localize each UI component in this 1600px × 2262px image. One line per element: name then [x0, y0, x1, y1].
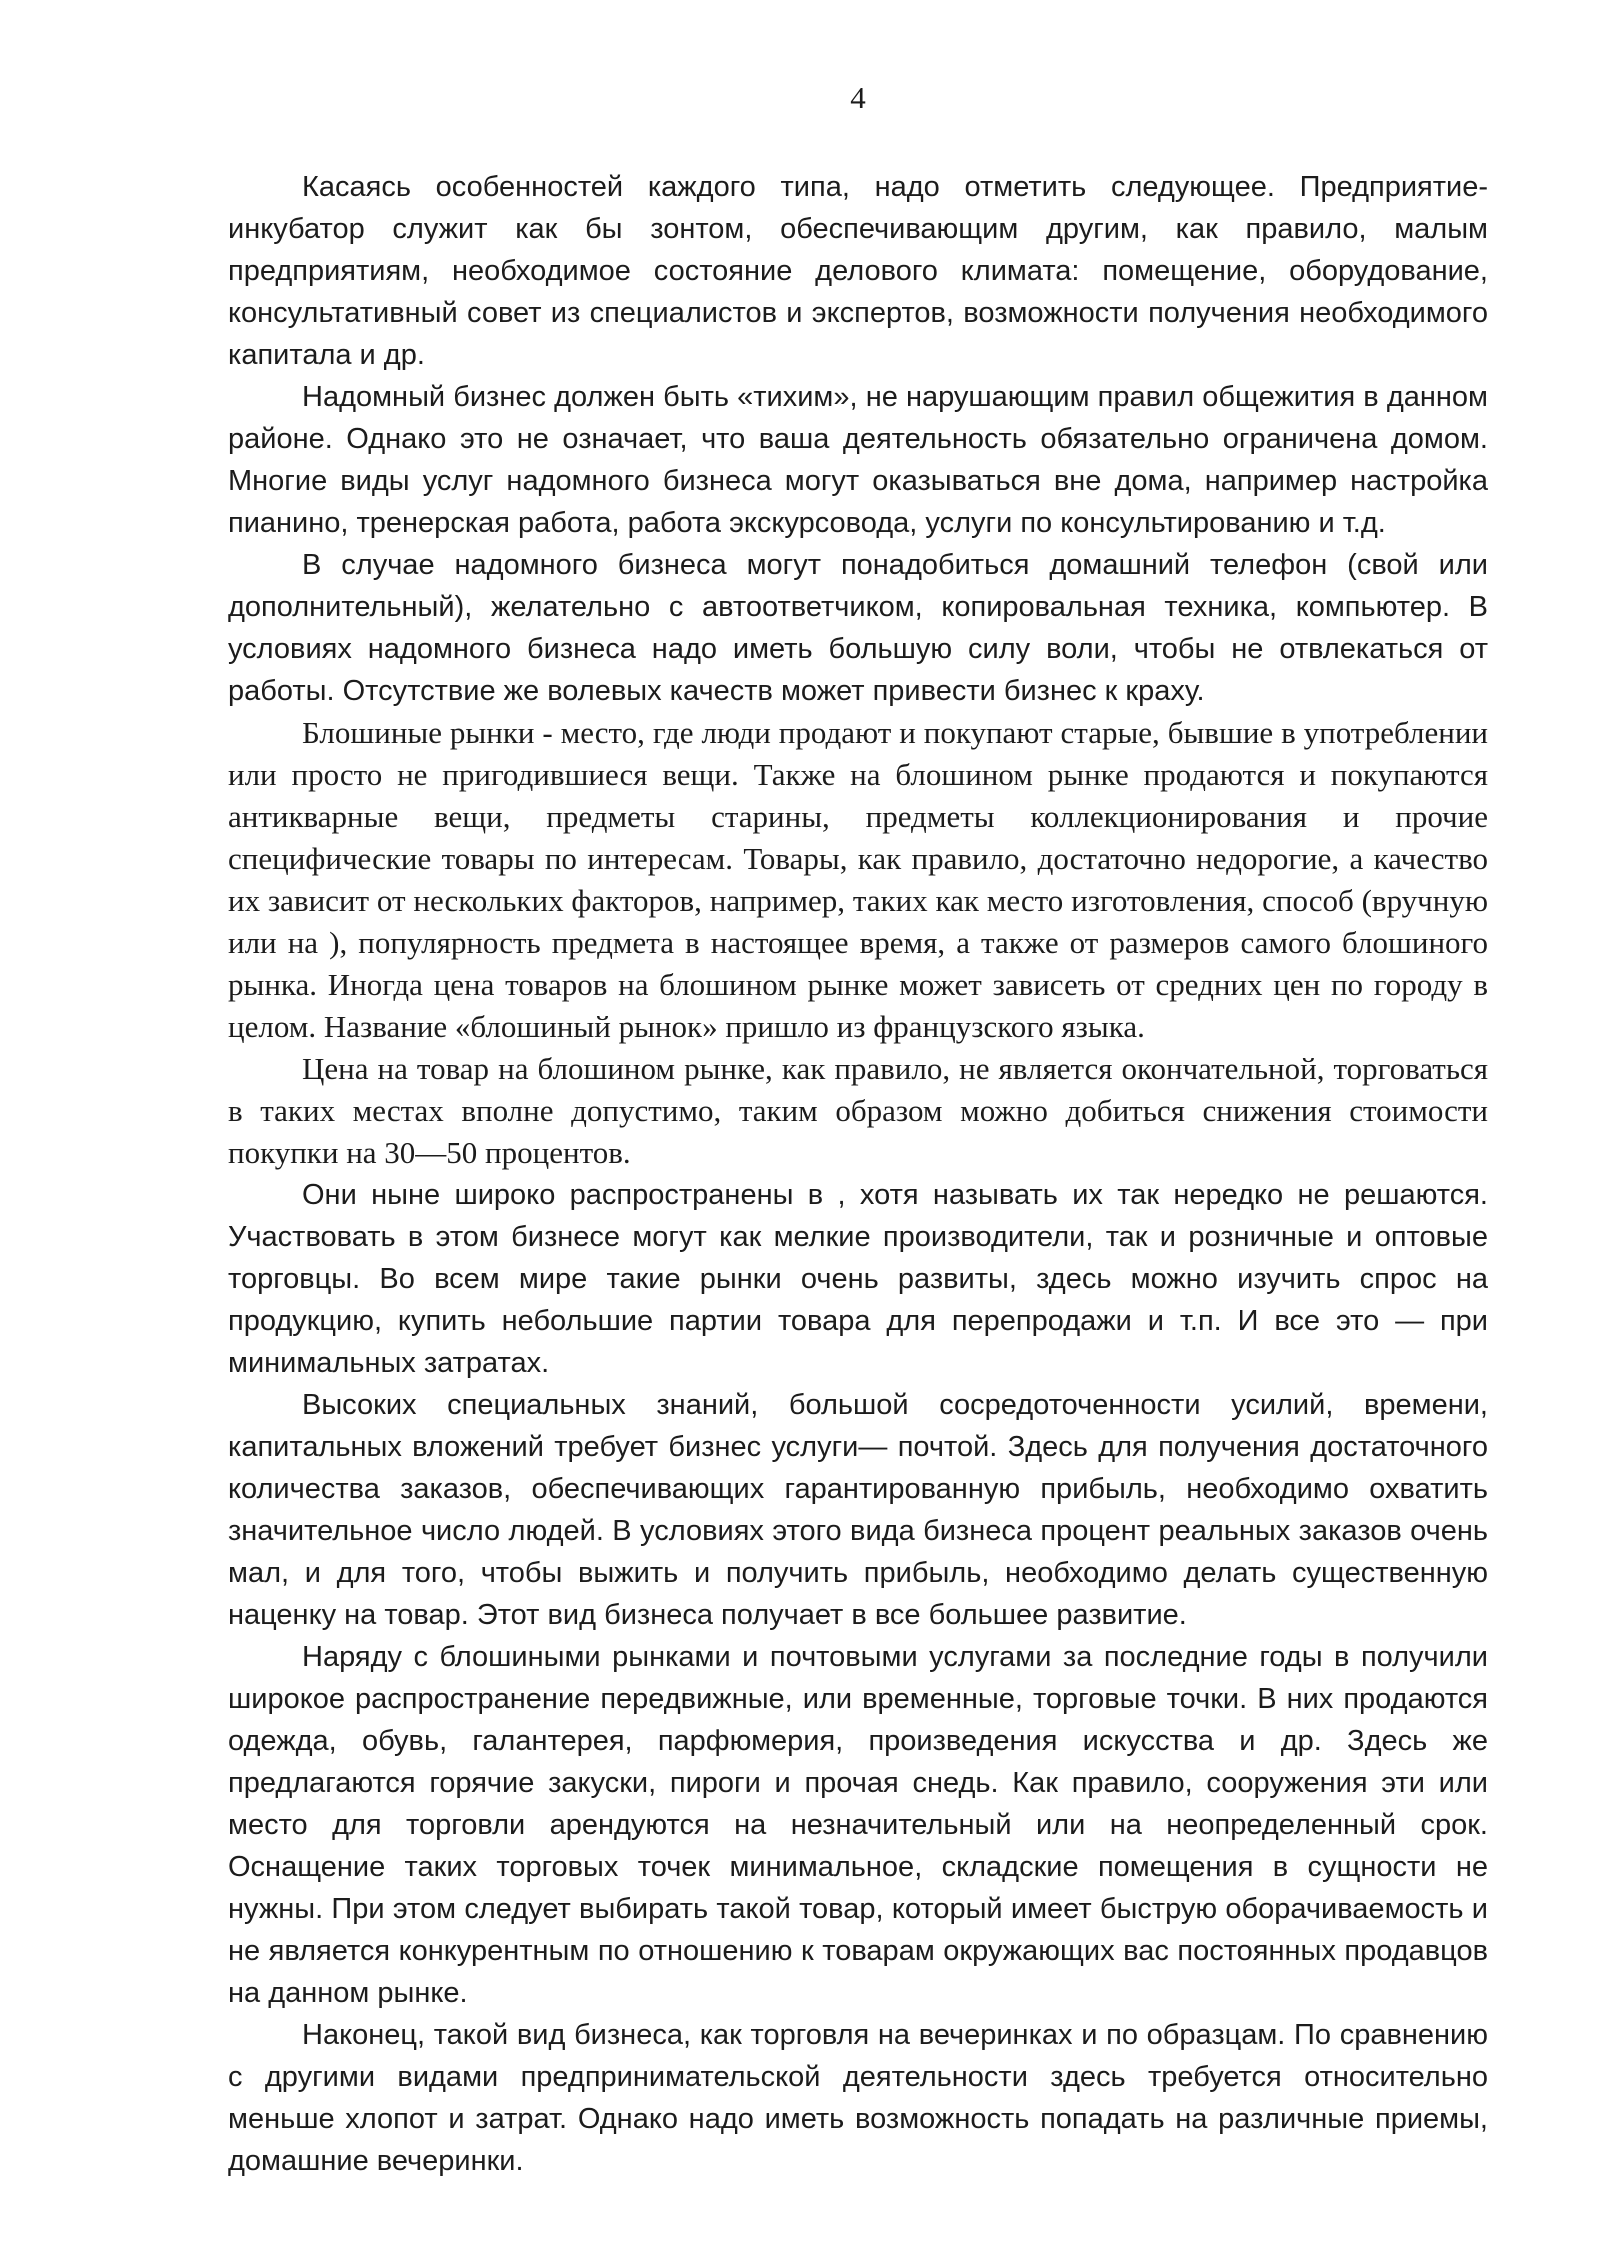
paragraph: В случае надомного бизнеса могут понадобиться домашний телефон (свой или дополнительный), желательно с автоответчиком, копировальная техника, компьютер. В условиях надомного бизнеса надо иметь большую силу воли, чтобы не отвлекаться от работы. Отсутствие же волевых качеств может привести бизнес к краху. [228, 549, 1488, 707]
page-number: 4 [850, 80, 866, 115]
paragraph: Наряду с блошиными рынками и почтовыми услугами за последние годы в получили широкое распространение передвижные, или временные, торговые точки. В них продаются одежда, обувь, галантерея, парфюмерия, произведения искусства и др. Здесь же предлагаются горячие закуски, пироги и прочая снедь. Как правило, сооружения эти или место для торговли арендуются на незначительный или на неопределенный срок. Оснащение таких торговых точек минимальное, складские помещения в сущности не нужны. При этом следует выбирать такой товар, который имеет быструю оборачиваемость и не является конкурентным по отношению к товарам окружающих вас постоянных продавцов на данном рынке. [228, 1641, 1488, 2009]
paragraph: Касаясь особенностей каждого типа, надо отметить следующее. Предприятие-инкубатор служит как бы зонтом, обеспечивающим другим, как правило, малым предприятиям, необходимое состояние делового климата: помещение, оборудование, консультативный совет из специалистов и экспертов, возможности получения необходимого капитала и др. [228, 171, 1488, 371]
paragraph: Высоких специальных знаний, большой сосредоточенности усилий, времени, капитальных вложений требует бизнес услуги— почтой. Здесь для получения достаточного количества заказов, обеспечивающих гарантированную прибыль, необходимо охватить значительное число людей. В условиях этого вида бизнеса процент реальных заказов очень мал, и для того, чтобы выжить и получить прибыль, необходимо делать существенную наценку на товар. Этот вид бизнеса получает в все большее развитие. [228, 1389, 1488, 1631]
paragraph: Блошиные рынки - место, где люди продают и покупают старые, бывшие в употреблении или просто не пригодившиеся вещи. Также на блошином рынке продаются и покупаются антикварные вещи, предметы старины, предметы коллекционирования и прочие специфические товары по интересам. Товары, как правило, достаточно недорогие, а качество их зависит от нескольких факторов, например, таких как место изготовления, способ (вручную или на ), популярность предмета в настоящее время, а также от размеров самого блошиного рынка. Иногда цена товаров на блошином рынке может зависеть от средних цен по городу в целом. Название «блошиный рынок» пришло из французского языка. [228, 715, 1488, 1044]
paragraph: Они ныне широко распространены в , хотя называть их так нередко не решаются. Участвовать в этом бизнесе могут как мелкие производители, так и розничные и оптовые торговцы. Во всем мире такие рынки очень развиты, здесь можно изучить спрос на продукцию, купить небольшие партии товара для перепродажи и т.п. И все это — при минимальных затратах. [228, 1179, 1488, 1379]
paragraph: Наконец, такой вид бизнеса, как торговля на вечеринках и по образцам. По сравнению с другими видами предпринимательской деятельности здесь требуется относительно меньше хлопот и затрат. Однако надо иметь возможность попадать на различные приемы, домашние вечеринки. [228, 2019, 1488, 2177]
paragraph: Надомный бизнес должен быть «тихим», не нарушающим правил общежития в данном районе. Однако это не означает, что ваша деятельность обязательно ограничена домом. Многие виды услуг надомного бизнеса могут оказываться вне дома, например настройка пианино, тренерская работа, работа экскурсовода, услуги по консультированию и т.д. [228, 381, 1488, 539]
paragraph: Цена на товар на блошином рынке, как правило, не является окончательной, торговаться в таких местах вполне допустимо, таким образом можно добиться снижения стоимости покупки на 30—50 процентов. [228, 1051, 1488, 1170]
document-body [228, 166, 1488, 2182]
